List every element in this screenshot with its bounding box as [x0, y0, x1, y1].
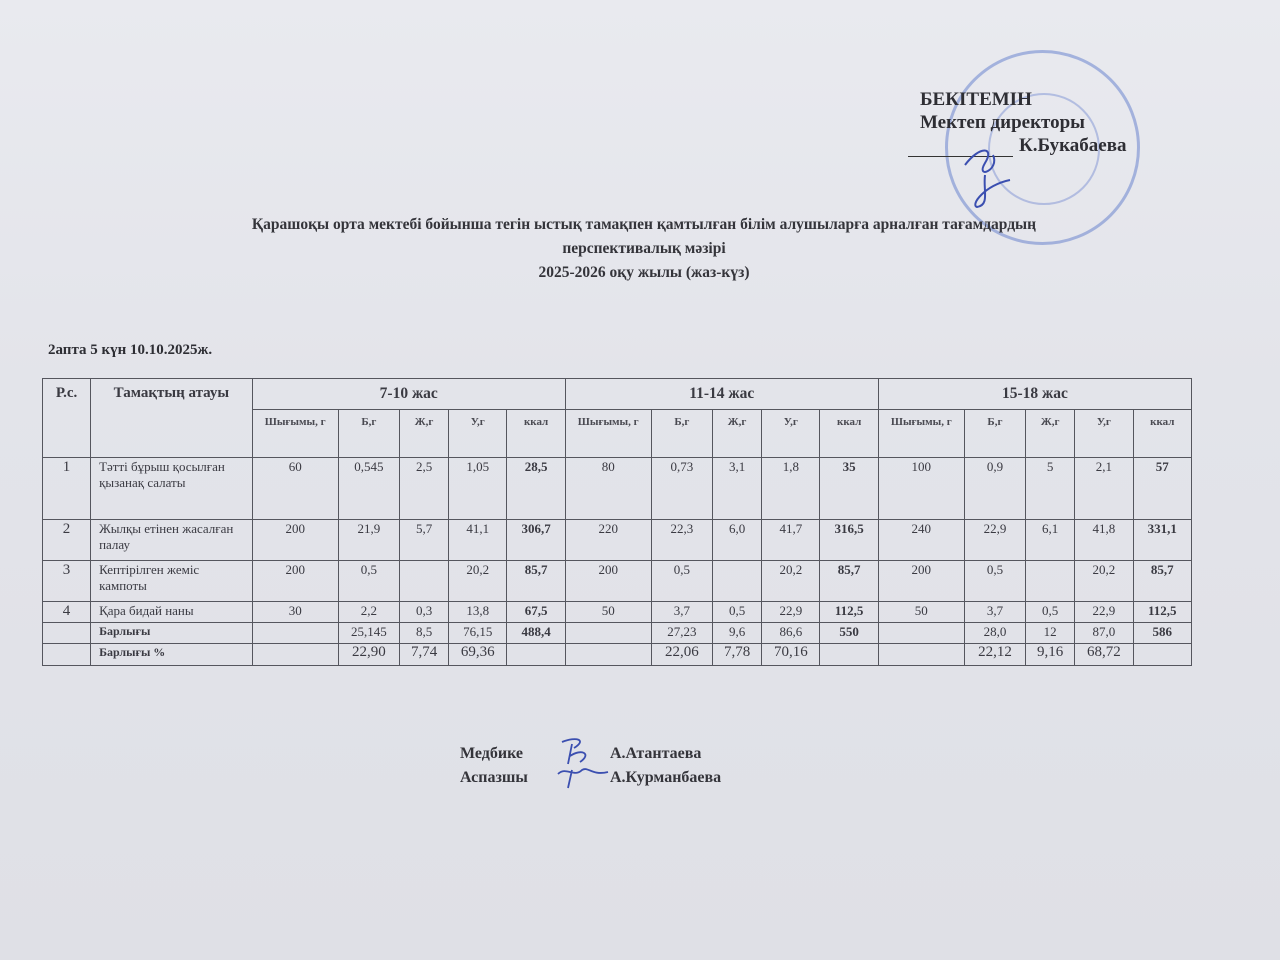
- cell: 3,7: [964, 602, 1025, 623]
- cell: 200: [252, 561, 338, 602]
- header-carbs: У,г: [449, 410, 507, 458]
- cell: 1,8: [762, 458, 820, 520]
- cell: 22,9: [964, 520, 1025, 561]
- cell: 13,8: [449, 602, 507, 623]
- cell: 86,6: [762, 623, 820, 644]
- cell: 200: [878, 561, 964, 602]
- cell: 3,1: [713, 458, 762, 520]
- cell: 9,6: [713, 623, 762, 644]
- cell: [400, 561, 449, 602]
- dish-name: Қара бидай наны: [91, 602, 253, 623]
- empty-cell: [43, 623, 91, 644]
- cell-kcal: 35: [820, 458, 878, 520]
- header-kcal: ккал: [507, 410, 565, 458]
- dish-name: Тәтті бұрыш қосылған қызанақ салаты: [91, 458, 253, 520]
- cell: 0,9: [964, 458, 1025, 520]
- title-line-1: Қарашоқы орта мектебі бойынша тегін ыстық тамақпен қамтылған білім алушыларға арналған тағамдардың: [251, 216, 1037, 233]
- cell-kcal: 550: [820, 623, 878, 644]
- cell: [507, 644, 565, 666]
- header-yield: Шығымы, г: [878, 410, 964, 458]
- cook-role: Аспазшы: [460, 769, 528, 786]
- cell: [565, 623, 651, 644]
- approval-block: [920, 88, 1126, 157]
- cell: 20,2: [1075, 561, 1133, 602]
- header-yield: Шығымы, г: [252, 410, 338, 458]
- cell: [878, 623, 964, 644]
- cell-kcal: 85,7: [820, 561, 878, 602]
- cell: 2,1: [1075, 458, 1133, 520]
- table-row: [43, 520, 1192, 561]
- cell: 0,5: [1026, 602, 1075, 623]
- title-line-2: перспективалық мәзірі: [562, 240, 726, 257]
- header-protein: Б,г: [338, 410, 399, 458]
- cell: 0,5: [338, 561, 399, 602]
- dish-name: Кептірілген жеміс кампоты: [91, 561, 253, 602]
- total-pct-row: [43, 644, 1192, 666]
- total-row: [43, 623, 1192, 644]
- cell-kcal: 331,1: [1133, 520, 1191, 561]
- empty-cell: [43, 644, 91, 666]
- header-dish-name: Тамақтың атауы: [91, 379, 253, 458]
- cell: 8,5: [400, 623, 449, 644]
- cell: 9,16: [1026, 644, 1075, 666]
- cell-kcal: 85,7: [507, 561, 565, 602]
- cell: 41,1: [449, 520, 507, 561]
- cell: 2,2: [338, 602, 399, 623]
- cell: 20,2: [762, 561, 820, 602]
- row-index: 2: [43, 520, 91, 561]
- approval-heading: БЕКІТЕМІН: [920, 89, 1032, 110]
- cell: 50: [878, 602, 964, 623]
- cell: 21,9: [338, 520, 399, 561]
- header-carbs: У,г: [762, 410, 820, 458]
- header-carbs: У,г: [1075, 410, 1133, 458]
- cell: 0,73: [651, 458, 712, 520]
- header-protein: Б,г: [964, 410, 1025, 458]
- header-rs: Р.с.: [43, 379, 91, 458]
- cell: 100: [878, 458, 964, 520]
- cell: 0,5: [651, 561, 712, 602]
- cell: 12: [1026, 623, 1075, 644]
- header-protein: Б,г: [651, 410, 712, 458]
- cell-kcal: 85,7: [1133, 561, 1191, 602]
- cell: 69,36: [449, 644, 507, 666]
- cell: 27,23: [651, 623, 712, 644]
- cell: [252, 623, 338, 644]
- table-row: [43, 602, 1192, 623]
- cell: 28,0: [964, 623, 1025, 644]
- signatures-block: [460, 742, 721, 790]
- cell: [820, 644, 878, 666]
- header-age-11-14: 11-14 жас: [565, 379, 878, 410]
- nurse-role: Медбике: [460, 745, 524, 762]
- title-line-3: 2025-2026 оқу жылы (жаз-күз): [538, 264, 750, 281]
- cell: 41,8: [1075, 520, 1133, 561]
- table-row: [43, 561, 1192, 602]
- table-row: [43, 458, 1192, 520]
- menu-table: [42, 378, 1192, 666]
- cell: 76,15: [449, 623, 507, 644]
- cell: 1,05: [449, 458, 507, 520]
- cell: [565, 644, 651, 666]
- cell: [252, 644, 338, 666]
- cell: 240: [878, 520, 964, 561]
- header-kcal: ккал: [1133, 410, 1191, 458]
- cell: 2,5: [400, 458, 449, 520]
- cell: 7,74: [400, 644, 449, 666]
- cell: 3,7: [651, 602, 712, 623]
- cell: [713, 561, 762, 602]
- date-line: 2апта 5 күн 10.10.2025ж.: [48, 342, 213, 358]
- cell: 60: [252, 458, 338, 520]
- cell-kcal: 488,4: [507, 623, 565, 644]
- cell-kcal: 306,7: [507, 520, 565, 561]
- header-fat: Ж,г: [713, 410, 762, 458]
- cook-row: [460, 766, 721, 790]
- cell: 0,5: [964, 561, 1025, 602]
- cell-kcal: 28,5: [507, 458, 565, 520]
- row-index: 4: [43, 602, 91, 623]
- total-label: Барлығы: [91, 623, 253, 644]
- header-age-15-18: 15-18 жас: [878, 379, 1191, 410]
- cell-kcal: 67,5: [507, 602, 565, 623]
- cell: 200: [252, 520, 338, 561]
- cell: 6,0: [713, 520, 762, 561]
- cell-kcal: 112,5: [820, 602, 878, 623]
- cell: 22,90: [338, 644, 399, 666]
- nurse-name: А.Атантаева: [610, 745, 702, 762]
- cell: 70,16: [762, 644, 820, 666]
- cell-kcal: 57: [1133, 458, 1191, 520]
- cell: 200: [565, 561, 651, 602]
- row-index: 3: [43, 561, 91, 602]
- cell: 5: [1026, 458, 1075, 520]
- cell: 41,7: [762, 520, 820, 561]
- document-title: [0, 213, 1280, 285]
- cell: 68,72: [1075, 644, 1133, 666]
- cell: 0,3: [400, 602, 449, 623]
- header-age-7-10: 7-10 жас: [252, 379, 565, 410]
- cell: 22,06: [651, 644, 712, 666]
- cell: 6,1: [1026, 520, 1075, 561]
- cell: 80: [565, 458, 651, 520]
- header-fat: Ж,г: [400, 410, 449, 458]
- row-index: 1: [43, 458, 91, 520]
- header-kcal: ккал: [820, 410, 878, 458]
- cell: 0,5: [713, 602, 762, 623]
- cell-kcal: 112,5: [1133, 602, 1191, 623]
- cell: [878, 644, 964, 666]
- signature-line: [908, 138, 1013, 157]
- cell: 5,7: [400, 520, 449, 561]
- cell: 30: [252, 602, 338, 623]
- cell-kcal: 316,5: [820, 520, 878, 561]
- cell: 7,78: [713, 644, 762, 666]
- cell: 20,2: [449, 561, 507, 602]
- approval-position: Мектеп директоры: [920, 112, 1086, 133]
- cell: [1026, 561, 1075, 602]
- total-pct-label: Барлығы %: [91, 644, 253, 666]
- cell: [1133, 644, 1191, 666]
- dish-name: Жылқы етінен жасалған палау: [91, 520, 253, 561]
- cell: 50: [565, 602, 651, 623]
- cell: 22,9: [762, 602, 820, 623]
- header-row-groups: [43, 379, 1192, 410]
- nurse-row: [460, 742, 721, 766]
- cell: 87,0: [1075, 623, 1133, 644]
- cook-name: А.Курманбаева: [610, 769, 722, 786]
- cell: 22,3: [651, 520, 712, 561]
- cell: 22,12: [964, 644, 1025, 666]
- cell: 25,145: [338, 623, 399, 644]
- director-name: К.Букабаева: [1019, 135, 1127, 156]
- cell: 220: [565, 520, 651, 561]
- header-yield: Шығымы, г: [565, 410, 651, 458]
- cell: 0,545: [338, 458, 399, 520]
- cell: 22,9: [1075, 602, 1133, 623]
- cell-kcal: 586: [1133, 623, 1191, 644]
- header-fat: Ж,г: [1026, 410, 1075, 458]
